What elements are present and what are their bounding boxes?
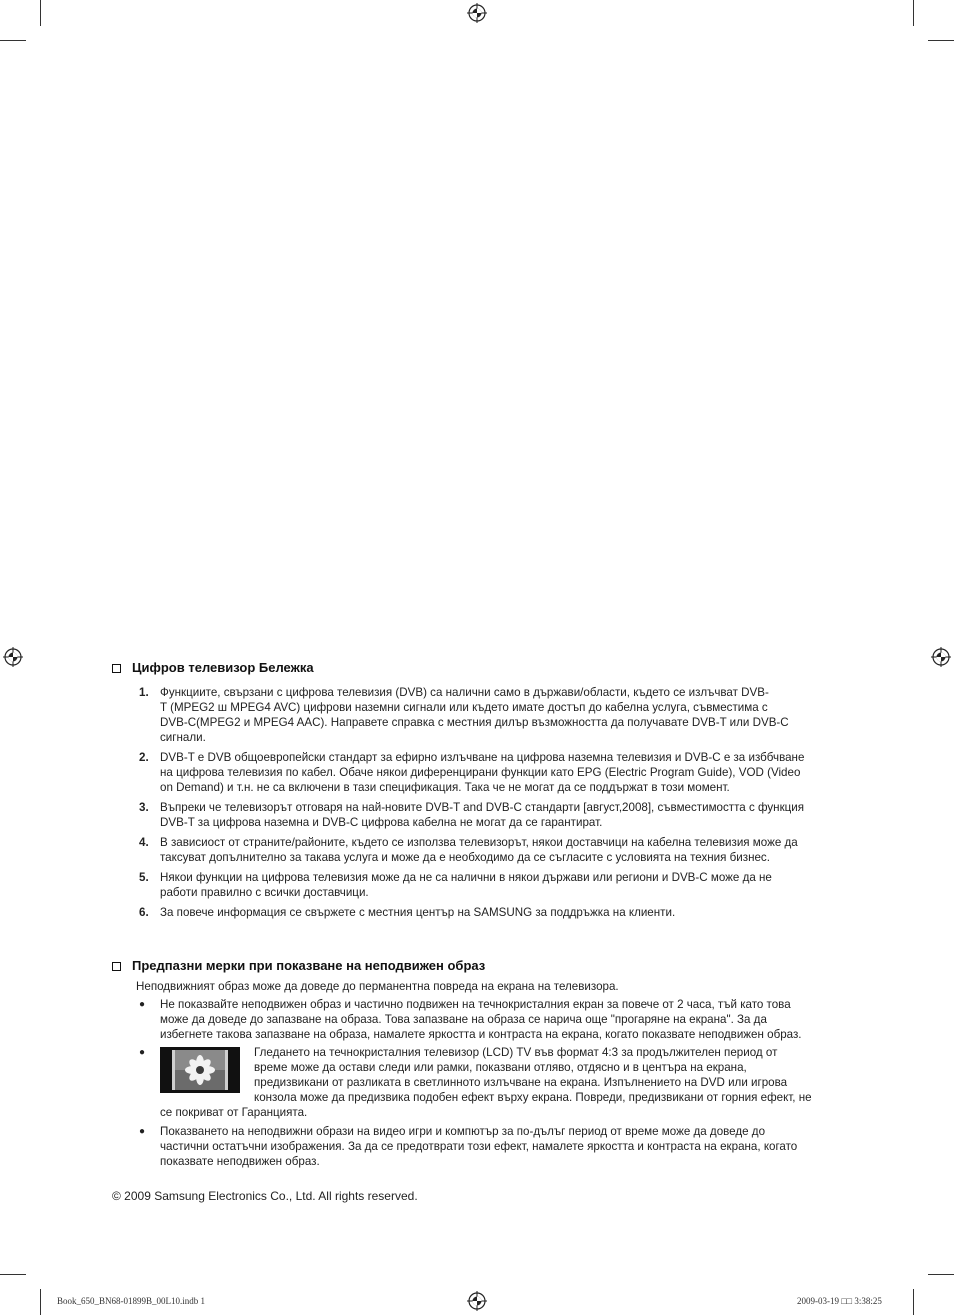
list-item (112, 905, 852, 920)
section-heading (112, 958, 852, 974)
item-line: Функциите, свързани с цифрова телевизия (DVB) са налични само в държави/области, където се излъчват DVB- (160, 686, 769, 699)
bullet-dot: ● (139, 1047, 146, 1058)
crop-mark (0, 1274, 26, 1275)
item-number: 1. (139, 686, 149, 699)
bullet-line: време може да остави следи или рамки, показвани отляво, отдясно и в центъра на екрана, (254, 1061, 747, 1074)
checkbox-icon (112, 962, 121, 971)
bullet-line: се покриват от Гаранцията. (160, 1106, 308, 1119)
crop-mark (40, 1289, 41, 1315)
bullet-line: показвате неподвижен образ. (160, 1155, 320, 1168)
item-number: 6. (139, 906, 149, 919)
item-line: T (MPEG2 ш MPEG4 AVC) цифрови наземни сигнали или където имате достъп до кабелна услуга, съвместима с (160, 701, 768, 714)
registration-mark-icon (467, 3, 487, 23)
bullet-line: Не показвайте неподвижен образ и частично подвижен на течнокристалния екран за повече от 2 часа, тъй като това (160, 998, 791, 1011)
checkbox-icon (112, 664, 121, 673)
list-item (112, 870, 852, 900)
bullet-dot: ● (139, 999, 146, 1010)
registration-mark-icon (3, 647, 23, 667)
item-number: 5. (139, 871, 149, 884)
list-item (112, 800, 852, 830)
crop-mark (40, 0, 41, 26)
item-line: Въпреки че телевизорът отговаря на най-новите DVB-T and DVB-C стандарти [август,2008], съвместимостта с функция (160, 801, 805, 814)
item-line: За повече информация се свържете с местния център на SAMSUNG за поддръжка на клиенти. (160, 906, 676, 919)
section-title: Цифров телевизор Бележка (132, 660, 314, 675)
still-image-precautions-section (112, 958, 852, 1169)
copyright-text: © 2009 Samsung Electronics Co., Ltd. All rights reserved. (112, 1189, 418, 1203)
section-heading (112, 660, 852, 676)
bullet-dot: ● (139, 1126, 146, 1137)
list-item (112, 685, 852, 745)
item-number: 4. (139, 836, 149, 849)
item-line: таксуват допълнително за такава услуга и може да е необходимо да се съгласите с условията на техния бизнес. (160, 851, 770, 864)
bullet-line: Гледането на течнокристалния телевизор (LCD) TV във формат 4:3 за продължителен период от (254, 1046, 778, 1059)
tv-screen-image (160, 1047, 240, 1093)
item-line: DVB-C(MPEG2 и MPEG4 AAC). Направете справка с местния дилър възможността да получавате DVB-T или DVB-C (160, 716, 789, 729)
bullet-item (112, 1124, 852, 1169)
bullet-line: може да доведе до запазване на образа. Това запазване на образа се нарича още "прогаряне на екрана". За да (160, 1013, 767, 1026)
item-line: В зависиост от страните/районите, където се използва телевизорът, някои доставчици на кабелна телевизия може да (160, 836, 798, 849)
registration-mark-icon (931, 647, 951, 667)
item-number: 2. (139, 751, 149, 764)
bullet-item (112, 997, 852, 1042)
crop-mark (913, 1289, 914, 1315)
crop-mark (0, 40, 26, 41)
bullet-line: частични остатъчни изображения. За да се предотврати този ефект, намалете яркостта и контраста на екрана, когато (160, 1140, 798, 1153)
item-number: 3. (139, 801, 149, 814)
item-line: DVB-T е DVB общоевропейски стандарт за ефирно излъчване на цифрова наземна телевизия и DVB-C е за изббчване (160, 751, 805, 764)
section-title: Предпазни мерки при показване на неподвижен образ (132, 958, 486, 973)
bullet-line: предизвикани от разликата в светлинното излъчване на екрана. Изпълнението на DVD или игрова (254, 1076, 788, 1089)
item-line: работи правилно с всички доставчици. (160, 886, 369, 899)
bullet-item (112, 1045, 852, 1120)
crop-mark (913, 0, 914, 26)
item-line: на цифрова телевизия по кабел. Обаче някои диференцирани функции като EPG (Electric Program Guide), VOD (Video (160, 766, 801, 779)
footer-timestamp: 2009-03-19 □□ 3:38:25 (797, 1296, 882, 1306)
bullet-line: конзола може да предизвика подобен ефект върху екрана. Повреди, предизвикани от горния ефект, не (254, 1091, 812, 1104)
item-line: on Demand) и т.н. не са включени в тази спецификация. Така че не могат да се поддържат в този момент. (160, 781, 730, 794)
numbered-list (112, 685, 852, 920)
item-line: Някои функции на цифрова телевизия може да не са налични в някои държави или региони и DVB-C може да не (160, 871, 772, 884)
crop-mark (928, 1274, 954, 1275)
intro-text: Неподвижният образ може да доведе до перманентна повреда на екрана на телевизора. (136, 980, 619, 993)
crop-mark (928, 40, 954, 41)
bullet-line: Показването на неподвижни образи на видео игри и компютър за по-дълъг период от време може да доведе до (160, 1125, 766, 1138)
digital-tv-note-section (112, 660, 852, 920)
item-line: DVB-T за цифрова наземна и DVB-C цифрова кабелна не могат да се гарантират. (160, 816, 603, 829)
list-item (112, 835, 852, 865)
registration-mark-icon (467, 1291, 487, 1311)
list-item (112, 750, 852, 795)
bullet-line: избегнете такова запазване на образа, намалете яркостта и контраста на екрана, когато показвате неподвижен образ. (160, 1028, 802, 1041)
item-line: сигнали. (160, 731, 206, 744)
footer-file-info: Book_650_BN68-01899B_00L10.indb 1 (57, 1296, 206, 1306)
